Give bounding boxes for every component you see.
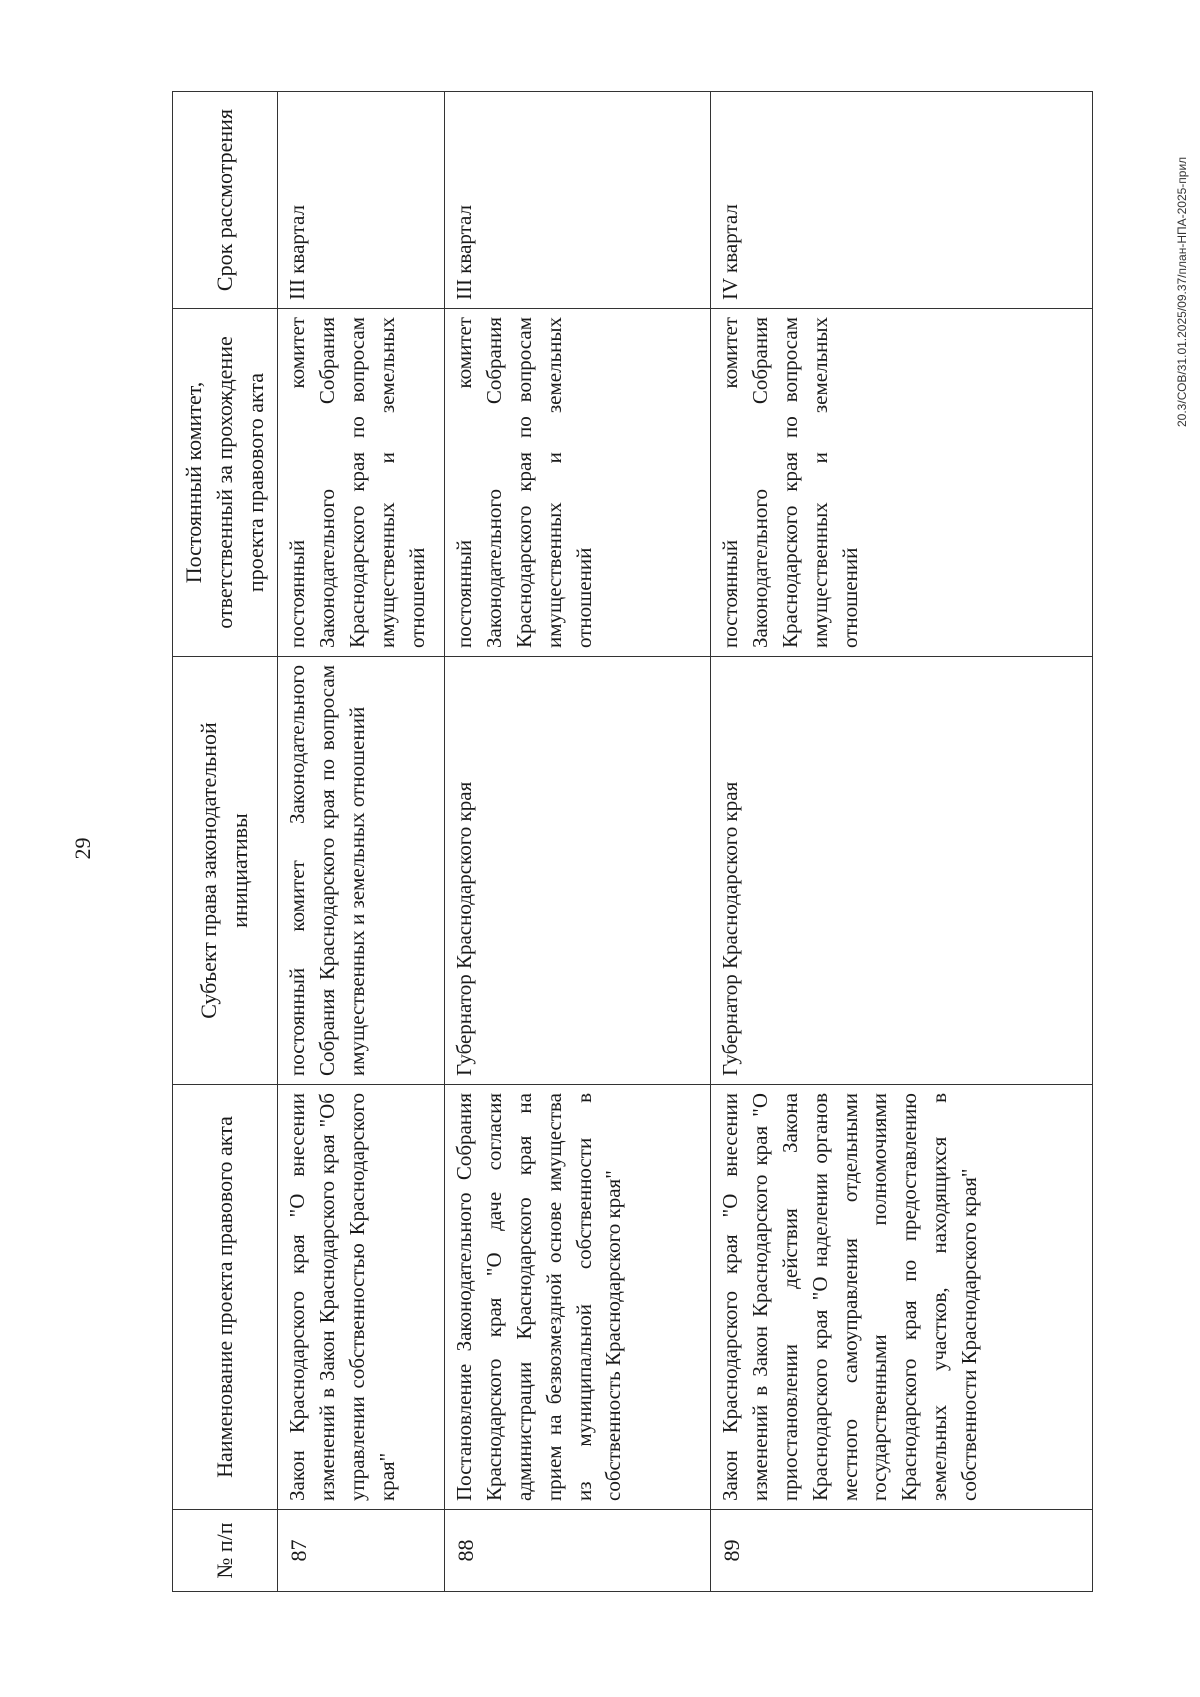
header-subject: Субъект права законодательной инициативы xyxy=(173,657,278,1085)
row-num: 87 xyxy=(278,1510,445,1592)
header-committee: Постоянный комитет, ответственный за прохождение проекта правового акта xyxy=(173,309,278,657)
document-code: 20.3/СОВ/31.01.2025/09.37/план-НПА-2025-прил xyxy=(1175,156,1189,427)
row-act-name: Постановление Законодательного Собрания Краснодарского края "О даче согласия администрации Краснодарского края на прием на безвозмездной основе имущества из муниципальной собственности в собственность Краснодарского края" xyxy=(445,1085,711,1510)
row-act-name: Закон Краснодарского края "О внесении изменений в Закон Краснодарского края "Об управлении собственностью Краснодарского края" xyxy=(278,1085,445,1510)
row-num: 88 xyxy=(445,1510,711,1592)
row-term: IV квартал xyxy=(711,92,1093,309)
row-term: III квартал xyxy=(278,92,445,309)
row-committee: постоянный комитет Законодательного Собрания Краснодарского края по вопросам имущественных и земельных отношений xyxy=(711,309,1093,657)
row-term: III квартал xyxy=(445,92,711,309)
row-committee: постоянный комитет Законодательного Собрания Краснодарского края по вопросам имущественных и земельных отношений xyxy=(445,309,711,657)
row-act-name: Закон Краснодарского края "О внесении изменений в Закон Краснодарского края "О приостановлении действия Закона Краснодарского края "О наделении органов местного самоуправления отдельными государственными полномочиями Краснодарского края по предоставлению земельных участков, находящихся в собственности Краснодарского края" xyxy=(711,1085,1093,1510)
row-subject: Губернатор Краснодарского края xyxy=(711,657,1093,1085)
header-term: Срок рассмотрения xyxy=(173,92,278,309)
page-number: 29 xyxy=(70,837,95,860)
table-row xyxy=(445,92,711,1592)
row-subject: постоянный комитет Законодательного Собрания Краснодарского края по вопросам имущественных и земельных отношений xyxy=(278,657,445,1085)
row-subject: Губернатор Краснодарского края xyxy=(445,657,711,1085)
table-header-row xyxy=(173,92,278,1592)
table-row xyxy=(278,92,445,1592)
row-num: 89 xyxy=(711,1510,1093,1592)
row-committee: постоянный комитет Законодательного Собрания Краснодарского края по вопросам имущественных и земельных отношений xyxy=(278,309,445,657)
legislation-plan-table xyxy=(172,91,1093,1592)
table-row xyxy=(711,92,1093,1592)
header-name: Наименование проекта правового акта xyxy=(173,1085,278,1510)
header-num: № п/п xyxy=(173,1510,278,1592)
